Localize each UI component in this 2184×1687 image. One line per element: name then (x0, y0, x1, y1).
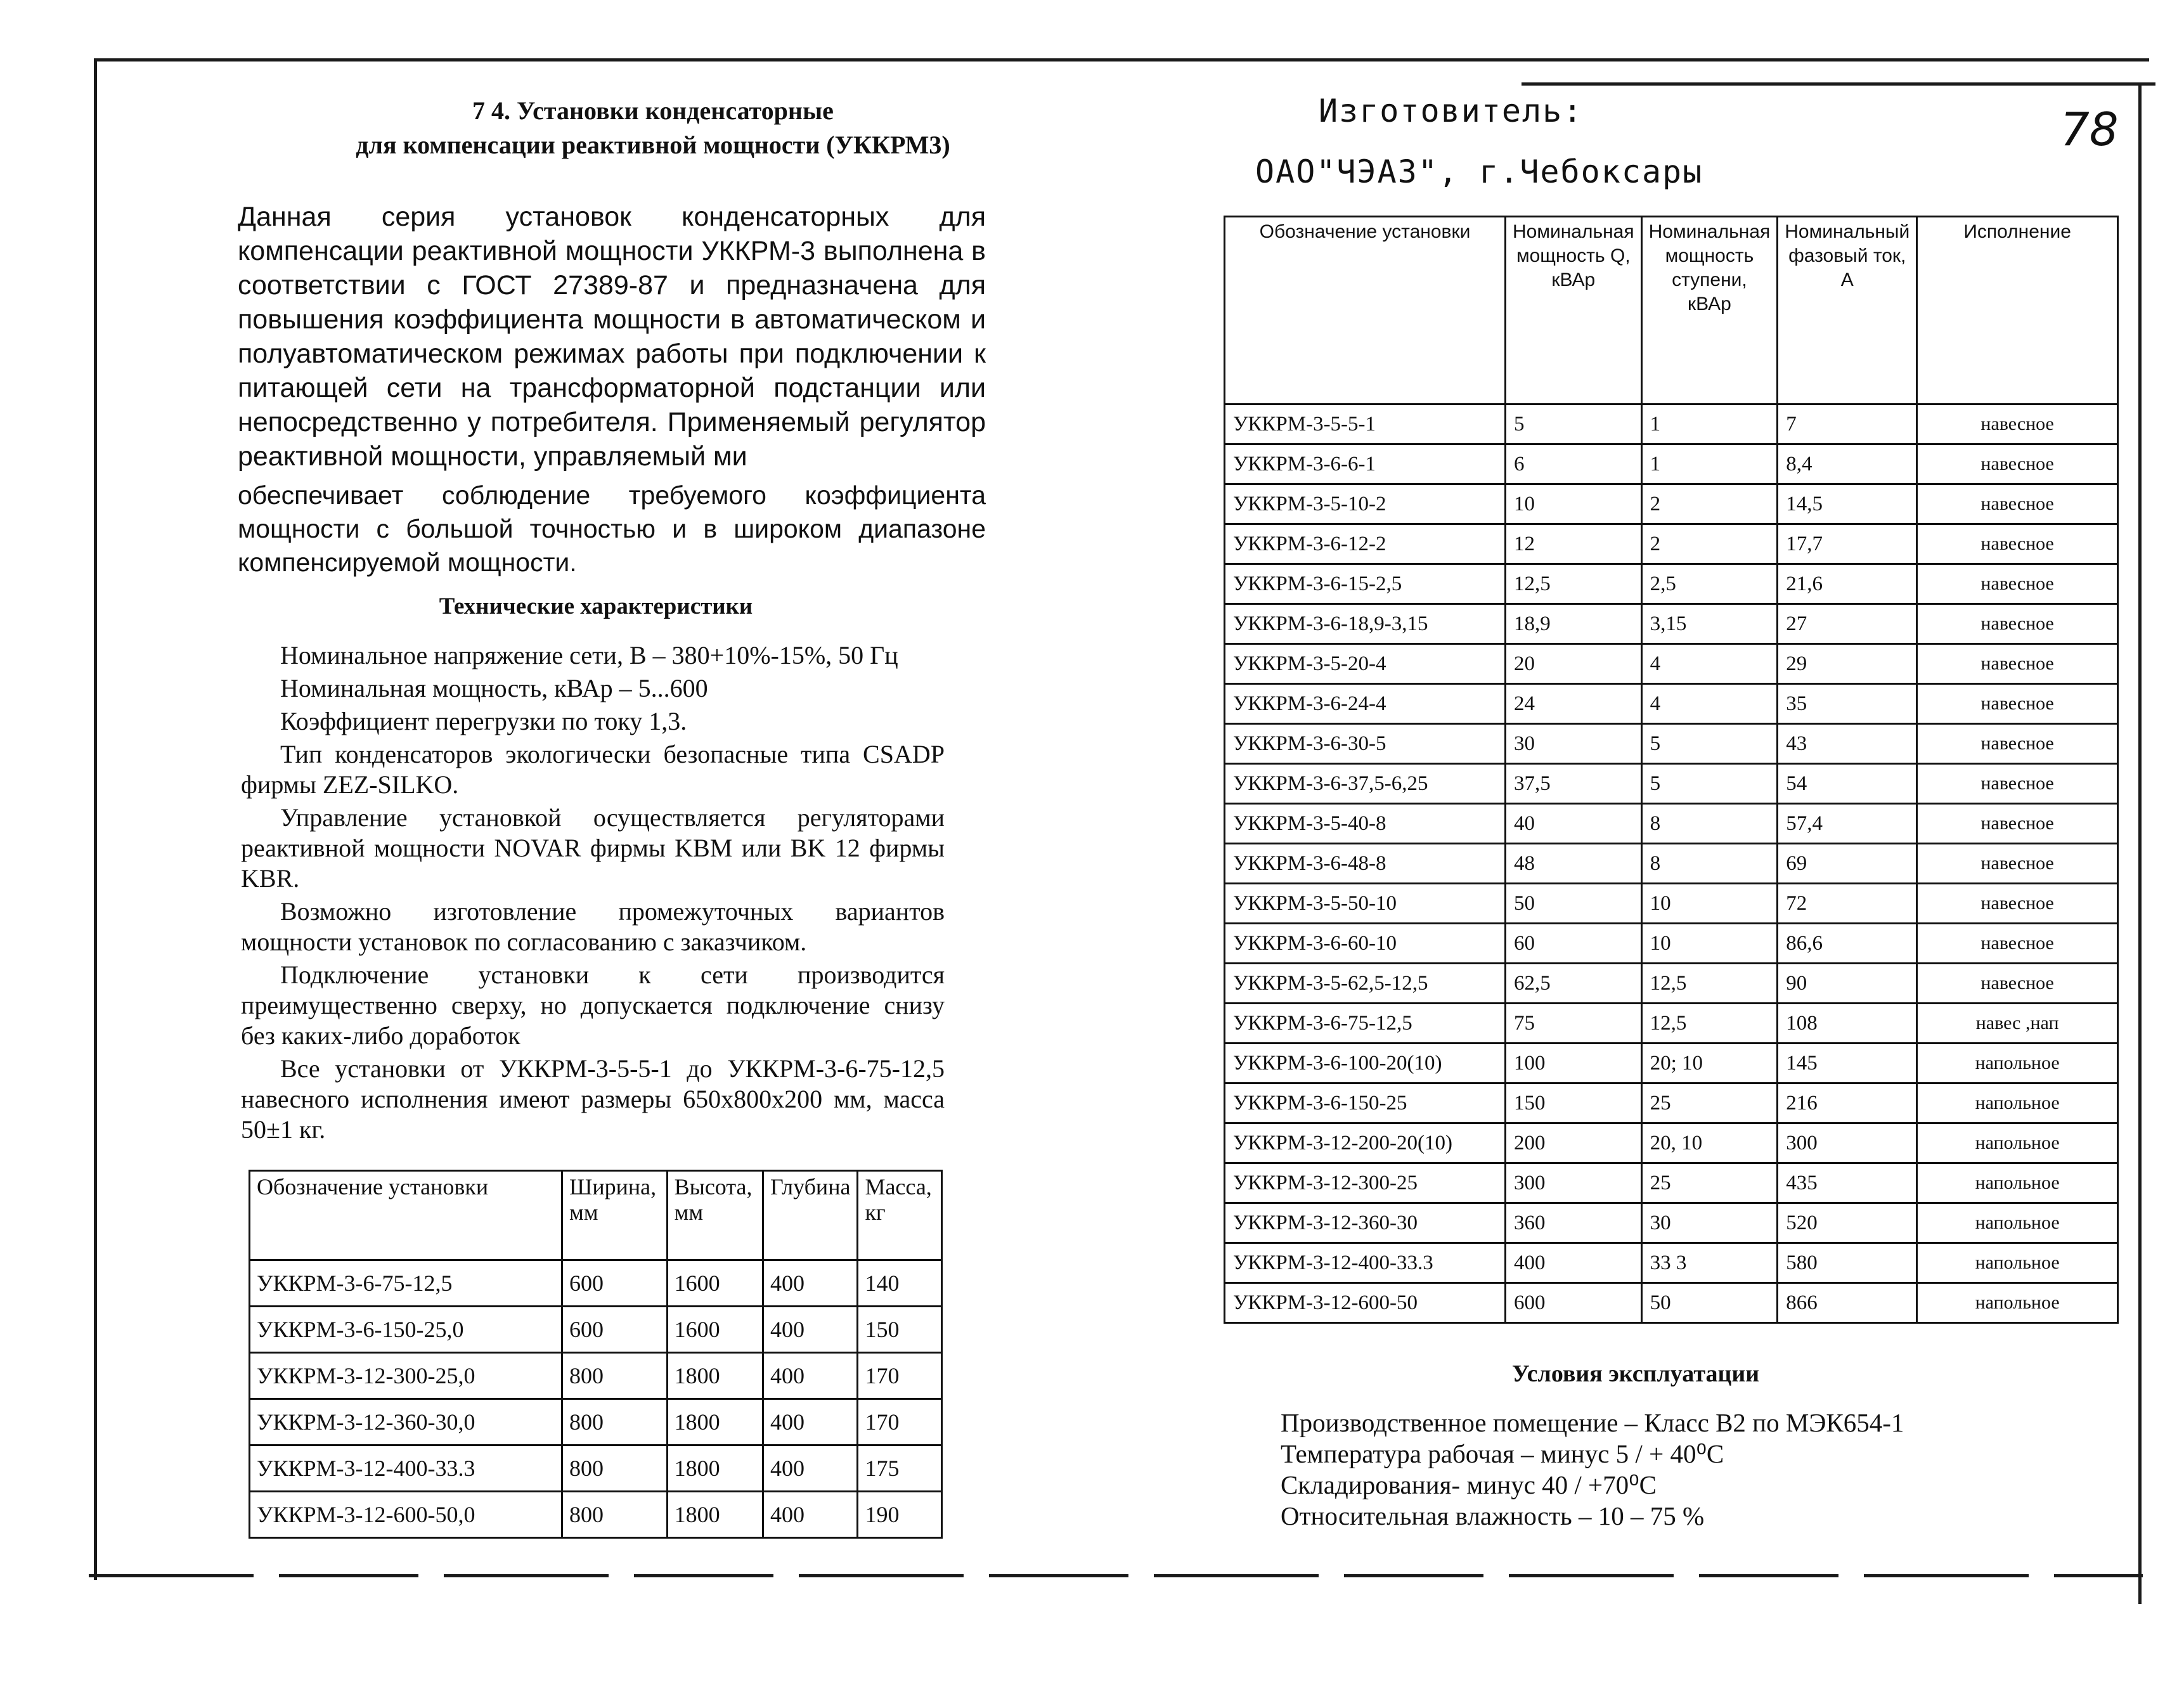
table-cell: 435 (1778, 1163, 1917, 1203)
page-number: 78 (2060, 103, 2119, 156)
table-cell: 600 (562, 1260, 668, 1307)
table-cell: 800 (562, 1353, 668, 1399)
table-cell: 57,4 (1778, 804, 1917, 844)
table-cell: 400 (763, 1353, 858, 1399)
models-col-header: Номинальная мощность Q, кВАр (1506, 217, 1642, 404)
table-row (1225, 764, 2118, 804)
table-row (1225, 564, 2118, 604)
table-row (1225, 844, 2118, 884)
table-cell: УККРМ-3-6-60-10 (1225, 924, 1506, 964)
table-cell: УККРМ-3-6-75-12,5 (1225, 1004, 1506, 1044)
table-row (250, 1353, 942, 1399)
table-cell: 216 (1778, 1083, 1917, 1123)
condition-item: Относительная влажность – 10 – 75 % (1281, 1501, 1705, 1530)
table-row (1225, 1083, 2118, 1123)
table-cell: 800 (562, 1399, 668, 1445)
table-cell: УККРМ-3-6-6-1 (1225, 444, 1506, 484)
table-cell: 400 (763, 1445, 858, 1492)
table-row (250, 1307, 942, 1353)
table-cell: 50 (1506, 884, 1642, 924)
table-cell: 300 (1778, 1123, 1917, 1163)
table-cell: УККРМ-3-12-600-50,0 (250, 1492, 562, 1538)
table-cell: навесное (1917, 484, 2118, 524)
table-row (1225, 924, 2118, 964)
table-cell: 5 (1641, 764, 1778, 804)
table-cell: УККРМ-3-6-12-2 (1225, 524, 1506, 564)
table-cell: напольное (1917, 1083, 2118, 1123)
table-cell: 4 (1641, 644, 1778, 684)
table-cell: 43 (1778, 724, 1917, 764)
table-cell: 400 (763, 1260, 858, 1307)
table-cell: 33 3 (1641, 1243, 1778, 1283)
table-cell: 4 (1641, 684, 1778, 724)
table-cell: 7 (1778, 404, 1917, 444)
table-cell: 170 (858, 1399, 942, 1445)
table-row (1225, 1243, 2118, 1283)
table-cell: навесное (1917, 684, 2118, 724)
table-cell: навесное (1917, 884, 2118, 924)
frame-bottom-rule (89, 1574, 2143, 1577)
models-col-header: Номинальный фазовый ток, А (1778, 217, 1917, 404)
intro-text (238, 200, 986, 579)
table-cell: 25 (1641, 1083, 1778, 1123)
table-cell: 1800 (667, 1399, 763, 1445)
table-cell: УККРМ-3-6-100-20(10) (1225, 1044, 1506, 1083)
table-cell: навесное (1917, 804, 2118, 844)
table-cell: навес ,нап (1917, 1004, 2118, 1044)
table-row (1225, 684, 2118, 724)
table-cell: 1800 (667, 1353, 763, 1399)
table-cell: 140 (858, 1260, 942, 1307)
models-col-header: Обозначение установки (1225, 217, 1506, 404)
table-cell: 360 (1506, 1203, 1642, 1243)
table-row (250, 1399, 942, 1445)
table-cell: 400 (763, 1307, 858, 1353)
table-cell: УККРМ-3-12-400-33.3 (1225, 1243, 1506, 1283)
table-cell: 300 (1506, 1163, 1642, 1203)
table-cell: 12,5 (1641, 1004, 1778, 1044)
table-cell: 25 (1641, 1163, 1778, 1203)
table-cell: 37,5 (1506, 764, 1642, 804)
table-cell: навесное (1917, 724, 2118, 764)
table-cell: навесное (1917, 604, 2118, 644)
table-cell: УККРМ-3-12-300-25 (1225, 1163, 1506, 1203)
spec-item: Подключение установки к сети производится преимущественно сверху, но допускается подключение снизу без каких-либо доработок (241, 960, 945, 1050)
table-cell: напольное (1917, 1203, 2118, 1243)
table-cell: 800 (562, 1492, 668, 1538)
dims-col-header: Высота, мм (667, 1171, 763, 1260)
table-cell: навесное (1917, 564, 2118, 604)
table-cell: УККРМ-3-12-360-30 (1225, 1203, 1506, 1243)
conditions-title: Условия эксплуатации (1511, 1361, 1760, 1387)
table-cell: навесное (1917, 764, 2118, 804)
section-heading (241, 94, 1065, 162)
table-cell: 1800 (667, 1492, 763, 1538)
table-cell: 8 (1641, 804, 1778, 844)
table-row (1225, 524, 2118, 564)
spec-item: Возможно изготовление промежуточных вариантов мощности установок по согласованию с заказчиком. (241, 897, 945, 956)
conditions-list (1281, 1407, 2105, 1532)
models-col-header: Номинальная мощность ступени, кВАр (1641, 217, 1778, 404)
table-row (1225, 1044, 2118, 1083)
table-cell: УККРМ-3-6-30-5 (1225, 724, 1506, 764)
table-cell: 8 (1641, 844, 1778, 884)
models-col-header: Исполнение (1917, 217, 2118, 404)
table-cell: 75 (1506, 1004, 1642, 1044)
table-cell: УККРМ-3-6-18,9-3,15 (1225, 604, 1506, 644)
table-cell: 27 (1778, 604, 1917, 644)
table-cell: напольное (1917, 1243, 2118, 1283)
table-cell: навесное (1917, 924, 2118, 964)
table-row (1225, 1123, 2118, 1163)
table-cell: 150 (858, 1307, 942, 1353)
table-cell: УККРМ-3-6-24-4 (1225, 684, 1506, 724)
table-cell: 17,7 (1778, 524, 1917, 564)
table-row (250, 1260, 942, 1307)
intro-paragraph-2: обеспечивает соблюдение требуемого коэффициента мощности с большой точностью и в широком диапазоне компенсируемой мощности. (238, 481, 986, 577)
table-cell: УККРМ-3-5-20-4 (1225, 644, 1506, 684)
condition-item: Температура рабочая – минус 5 / + 40⁰С (1281, 1439, 1724, 1468)
table-row (1225, 804, 2118, 844)
table-cell: навесное (1917, 644, 2118, 684)
dims-col-header: Глубина (763, 1171, 858, 1260)
table-row (1225, 1004, 2118, 1044)
table-cell: 29 (1778, 644, 1917, 684)
table-cell: навесное (1917, 524, 2118, 564)
table-cell: напольное (1917, 1283, 2118, 1323)
table-row (1225, 444, 2118, 484)
table-cell: УККРМ-3-5-62,5-12,5 (1225, 964, 1506, 1004)
table-cell: 3,15 (1641, 604, 1778, 644)
manufacturer-label: Изготовитель: (1319, 93, 1584, 129)
table-cell: 12 (1506, 524, 1642, 564)
table-cell: 1 (1641, 404, 1778, 444)
frame-left-rule (94, 58, 97, 1580)
table-cell: 6 (1506, 444, 1642, 484)
table-row (1225, 404, 2118, 444)
table-cell: 18,9 (1506, 604, 1642, 644)
table-cell: 10 (1506, 484, 1642, 524)
table-cell: 40 (1506, 804, 1642, 844)
table-cell: 20; 10 (1641, 1044, 1778, 1083)
table-cell: 50 (1641, 1283, 1778, 1323)
table-cell: навесное (1917, 844, 2118, 884)
table-row (1225, 1163, 2118, 1203)
intro-paragraph-1: Данная серия установок конденсаторных для компенсации реактивной мощности УККРМ-3 выполнена в соответствии с ГОСТ 27389-87 и предназначена для повышения коэффициента мощности в автоматическом и полуавтоматическом режимах работы при подключении к питающей сети на трансформаторной подстанции или непосредственно у потребителя. Применяемый регулятор реактивной мощности, управляемый ми (238, 202, 986, 472)
tech-title: Технические характеристики (439, 593, 753, 619)
heading-line-1: 7 4. Установки конденсаторные (472, 96, 834, 125)
table-cell: УККРМ-3-12-300-25,0 (250, 1353, 562, 1399)
table-cell: напольное (1917, 1044, 2118, 1083)
table-cell: 35 (1778, 684, 1917, 724)
table-cell: 24 (1506, 684, 1642, 724)
spec-item: Тип конденсаторов экологически безопасные типа CSADP фирмы ZEZ-SILKO. (241, 740, 945, 799)
dimensions-header-row (250, 1171, 942, 1260)
table-cell: 12,5 (1506, 564, 1642, 604)
table-cell: УККРМ-3-6-15-2,5 (1225, 564, 1506, 604)
table-cell: 2 (1641, 524, 1778, 564)
table-cell: УККРМ-3-6-48-8 (1225, 844, 1506, 884)
table-row (1225, 1203, 2118, 1243)
spec-item: Все установки от УККРМ-3-5-5-1 до УККРМ-3-6-75-12,5 навесного исполнения имеют размеры 650х800х200 мм, масса 50±1 кг. (241, 1054, 945, 1144)
table-row (1225, 604, 2118, 644)
table-cell: УККРМ-3-6-37,5-6,25 (1225, 764, 1506, 804)
condition-item: Складирования- минус 40 / +70⁰С (1281, 1470, 1657, 1499)
table-cell: 190 (858, 1492, 942, 1538)
table-cell: УККРМ-3-6-75-12,5 (250, 1260, 562, 1307)
table-cell: УККРМ-3-12-600-50 (1225, 1283, 1506, 1323)
table-cell: навесное (1917, 444, 2118, 484)
table-cell: 150 (1506, 1083, 1642, 1123)
table-cell: УККРМ-3-5-40-8 (1225, 804, 1506, 844)
table-cell: напольное (1917, 1123, 2118, 1163)
manufacturer-name: ОАО"ЧЭАЗ", г.Чебоксары (1255, 153, 1703, 190)
table-cell: 170 (858, 1353, 942, 1399)
models-table-body (1225, 404, 2118, 1323)
dims-col-header: Обозначение установки (250, 1171, 562, 1260)
table-cell: 21,6 (1778, 564, 1917, 604)
table-cell: 5 (1641, 724, 1778, 764)
dimensions-table-body (250, 1260, 942, 1538)
table-cell: 400 (763, 1399, 858, 1445)
table-cell: УККРМ-3-12-360-30,0 (250, 1399, 562, 1445)
table-row (1225, 964, 2118, 1004)
table-row (250, 1445, 942, 1492)
table-cell: 400 (763, 1492, 858, 1538)
table-cell: 30 (1506, 724, 1642, 764)
spec-item: Номинальная мощность, кВАр – 5...600 (280, 674, 708, 702)
table-cell: УККРМ-3-5-10-2 (1225, 484, 1506, 524)
dims-col-header: Ширина, мм (562, 1171, 668, 1260)
table-cell: УККРМ-3-12-200-20(10) (1225, 1123, 1506, 1163)
dims-col-header: Масса, кг (858, 1171, 942, 1260)
table-row (1225, 724, 2118, 764)
table-cell: УККРМ-3-5-5-1 (1225, 404, 1506, 444)
table-cell: 108 (1778, 1004, 1917, 1044)
table-cell: 100 (1506, 1044, 1642, 1083)
table-cell: 10 (1641, 884, 1778, 924)
table-cell: 1600 (667, 1260, 763, 1307)
table-cell: 400 (1506, 1243, 1642, 1283)
table-cell: 800 (562, 1445, 668, 1492)
table-cell: 600 (1506, 1283, 1642, 1323)
table-cell: 2,5 (1641, 564, 1778, 604)
table-row (1225, 644, 2118, 684)
frame-right-rule (2138, 82, 2142, 1604)
table-row (1225, 1283, 2118, 1323)
table-cell: 69 (1778, 844, 1917, 884)
spec-item: Номинальное напряжение сети, В – 380+10%-15%, 50 Гц (280, 641, 898, 669)
frame-top-rule (95, 58, 2149, 61)
table-cell: 48 (1506, 844, 1642, 884)
dimensions-table (249, 1170, 943, 1539)
table-cell: 12,5 (1641, 964, 1778, 1004)
table-cell: 60 (1506, 924, 1642, 964)
table-cell: 90 (1778, 964, 1917, 1004)
models-table (1224, 216, 2119, 1324)
condition-item: Производственное помещение – Класс В2 по МЭК654-1 (1281, 1408, 1904, 1437)
table-cell: 5 (1506, 404, 1642, 444)
table-cell: УККРМ-3-5-50-10 (1225, 884, 1506, 924)
table-cell: напольное (1917, 1163, 2118, 1203)
table-cell: 14,5 (1778, 484, 1917, 524)
table-cell: 866 (1778, 1283, 1917, 1323)
table-cell: 520 (1778, 1203, 1917, 1243)
models-header-row (1225, 217, 2118, 404)
table-cell: 30 (1641, 1203, 1778, 1243)
table-cell: УККРМ-3-6-150-25,0 (250, 1307, 562, 1353)
table-cell: 2 (1641, 484, 1778, 524)
table-cell: 1 (1641, 444, 1778, 484)
table-cell: 580 (1778, 1243, 1917, 1283)
table-row (1225, 884, 2118, 924)
spec-item: Коэффициент перегрузки по току 1,3. (280, 707, 687, 735)
table-cell: 175 (858, 1445, 942, 1492)
table-cell: 1800 (667, 1445, 763, 1492)
table-cell: 86,6 (1778, 924, 1917, 964)
table-cell: 200 (1506, 1123, 1642, 1163)
table-cell: навесное (1917, 964, 2118, 1004)
table-cell: 145 (1778, 1044, 1917, 1083)
tech-specs (241, 640, 945, 1147)
table-cell: УККРМ-3-12-400-33.3 (250, 1445, 562, 1492)
table-cell: УККРМ-3-6-150-25 (1225, 1083, 1506, 1123)
table-row (1225, 484, 2118, 524)
frame-top-right-rule (1522, 82, 2155, 86)
table-cell: 20, 10 (1641, 1123, 1778, 1163)
table-row (250, 1492, 942, 1538)
table-cell: 72 (1778, 884, 1917, 924)
table-cell: 1600 (667, 1307, 763, 1353)
table-cell: 10 (1641, 924, 1778, 964)
table-cell: 600 (562, 1307, 668, 1353)
table-cell: 62,5 (1506, 964, 1642, 1004)
table-cell: навесное (1917, 404, 2118, 444)
heading-line-2: для компенсации реактивной мощности (УККРМ3) (356, 131, 950, 159)
table-cell: 54 (1778, 764, 1917, 804)
spec-item: Управление установкой осуществляется регуляторами реактивной мощности NOVAR фирмы KBM или BK 12 фирмы KBR. (241, 803, 945, 893)
table-cell: 8,4 (1778, 444, 1917, 484)
table-cell: 20 (1506, 644, 1642, 684)
